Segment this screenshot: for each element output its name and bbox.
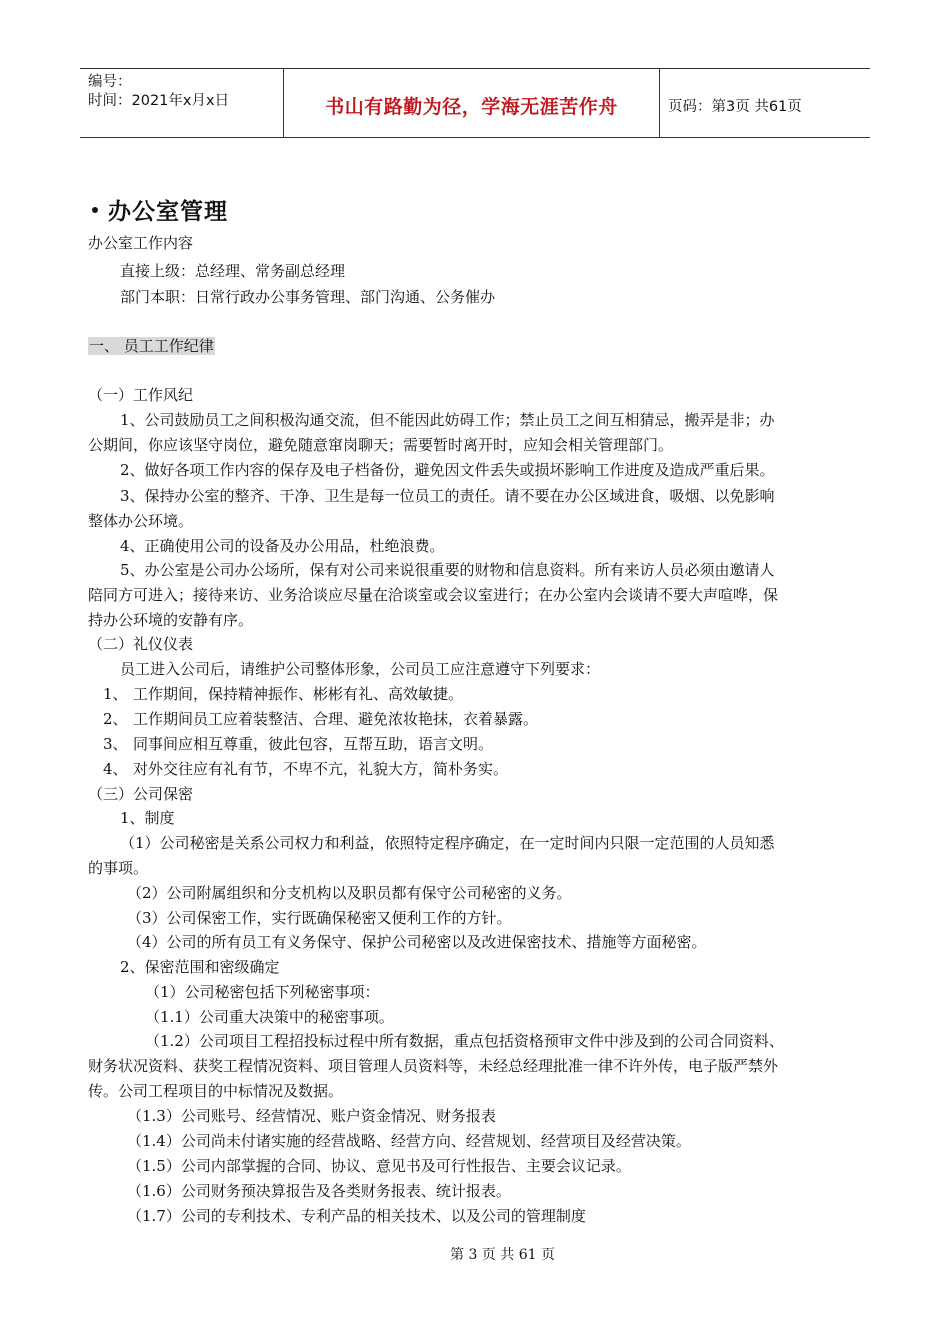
text-line: [127, 1181, 511, 1201]
text-line: [127, 1156, 631, 1176]
line-text: 同事间应相互尊重，彼此包容，互帮互助，语言文明。: [133, 735, 494, 753]
text-line: [145, 1031, 784, 1051]
text-line: [88, 1056, 778, 1076]
header-number: 编号：: [88, 74, 132, 90]
line-text: （1.6）公司财务预决算报告及各类财务报表、统计报表。: [127, 1182, 511, 1200]
text-line: [145, 1007, 394, 1027]
list-number: 2、: [103, 710, 128, 728]
text-line: [120, 808, 175, 828]
line-text: （2）公司附属组织和分支机构以及职员都有保守公司秘密的义务。: [127, 884, 572, 902]
list-number: 4、: [103, 760, 128, 778]
line-text: （1.1）公司重大决策中的秘密事项。: [145, 1008, 394, 1026]
line-text: （3）公司保密工作，实行既确保秘密又便利工作的方针。: [127, 909, 512, 927]
text-line: [120, 486, 775, 506]
line-text: （1）公司秘密是关系公司权力和利益，依照特定程序确定，在一定时间内只限一定范围的人员知悉: [120, 834, 775, 852]
line-text: 整体办公环境。: [88, 512, 194, 530]
line-text: （一）工作风纪: [88, 386, 194, 404]
list-item: [103, 734, 493, 754]
text-line: [88, 585, 778, 605]
line-text: 的事项。: [88, 859, 149, 877]
text-line: [88, 858, 148, 878]
line-text: （1.7）公司的专利技术、专利产品的相关技术、以及公司的管理制度: [127, 1207, 586, 1225]
line-text: 财务状况资料、获奖工程情况资料、项目管理人员资料等，未经总经理批准一律不许外传，电子版严禁外: [88, 1057, 779, 1075]
text-line: [145, 982, 380, 1002]
header-motto-cell: [283, 69, 660, 137]
list-item: [103, 684, 463, 704]
text-line: [88, 511, 193, 531]
text-line: [127, 908, 512, 928]
text-line: [88, 634, 193, 654]
text-line: [120, 460, 775, 480]
line-text: 对外交往应有礼有节，不卑不亢，礼貌大方，简朴务实。: [133, 760, 509, 778]
line-text: 公期间，你应该坚守岗位，避免随意窜岗聊天；需要暂时离开时，应知会相关管理部门。: [88, 436, 674, 454]
line-text: 1、公司鼓励员工之间积极沟通交流，但不能因此妨碍工作；禁止员工之间互相猜忌，搬弄是非；办: [120, 411, 775, 429]
line-text: （二）礼仪仪表: [88, 635, 194, 653]
text-line: [120, 659, 600, 679]
header-page-info: 页码：第3页 共61页: [668, 98, 802, 115]
line-text: （1）公司秘密包括下列秘密事项：: [145, 983, 380, 1001]
section-heading: [88, 336, 215, 356]
text-line: [120, 833, 775, 853]
line-text: 工作期间，保持精神振作、彬彬有礼、高效敏捷。: [133, 685, 464, 703]
line-text: （1.2）公司项目工程招投标过程中所有数据，重点包括资格预审文件中涉及到的公司合同资料、: [145, 1032, 784, 1050]
line-text: 3、保持办公室的整齐、干净、卫生是每一位员工的责任。请不要在办公区域进食，吸烟、以免影响: [120, 487, 775, 505]
line-text: 4、正确使用公司的设备及办公用品，杜绝浪费。: [120, 537, 445, 555]
header-meta: [80, 69, 283, 137]
text-line: [88, 385, 193, 405]
text-line: [120, 560, 775, 580]
header-motto: 书山有路勤为径，学海无涯苦作舟: [325, 95, 618, 118]
page-header: [80, 68, 870, 138]
line-text: 直接上级：总经理、常务副总经理: [120, 262, 346, 280]
section-title-text: 办公室管理: [108, 199, 228, 225]
line-text: 1、制度: [120, 809, 175, 827]
list-item: [103, 759, 508, 779]
list-item: [103, 709, 538, 729]
text-line: [88, 610, 253, 630]
line-text: 办公室工作内容: [88, 234, 194, 252]
text-line: [127, 883, 572, 903]
line-text: 2、保密范围和密级确定: [120, 958, 280, 976]
section-title: [92, 193, 228, 226]
list-number: 3、: [103, 735, 128, 753]
line-text: （1.3）公司账号、经营情况、账户资金情况、财务报表: [127, 1107, 496, 1125]
text-line: [120, 536, 445, 556]
line-text: 传。公司工程项目的中标情况及数据。: [88, 1082, 344, 1100]
text-line: [120, 261, 345, 281]
text-line: [120, 410, 775, 430]
line-text: 持办公环境的安静有序。: [88, 611, 254, 629]
header-date: 时间：2021年x月x日: [88, 93, 230, 109]
line-text: 5、办公室是公司办公场所，保有对公司来说很重要的财物和信息资料。所有来访人员必须由邀请人: [120, 561, 775, 579]
line-text: 2、做好各项工作内容的保存及电子档备份，避免因文件丢失或损坏影响工作进度及造成严重后果。: [120, 461, 775, 479]
text-line: [88, 435, 673, 455]
bullet-icon: [92, 207, 98, 213]
text-line: [120, 287, 495, 307]
list-number: 1、: [103, 685, 128, 703]
line-text: 部门本职：日常行政办公事务管理、部门沟通、公务催办: [120, 288, 496, 306]
text-line: [88, 784, 193, 804]
line-text: （1.5）公司内部掌握的合同、协议、意见书及可行性报告、主要会议记录。: [127, 1157, 631, 1175]
text-line: [120, 957, 280, 977]
text-line: [88, 233, 193, 253]
line-text: 工作期间员工应着装整洁、合理、避免浓妆艳抹，衣着暴露。: [133, 710, 539, 728]
line-text: 员工进入公司后，请维护公司整体形象，公司员工应注意遵守下列要求：: [120, 660, 601, 678]
line-text: （三）公司保密: [88, 785, 194, 803]
text-line: [127, 1206, 586, 1226]
line-text: （1.4）公司尚未付诸实施的经营战略、经营方向、经营规划、经营项目及经营决策。: [127, 1132, 691, 1150]
text-line: [88, 1081, 343, 1101]
text-line: [127, 1106, 496, 1126]
text-line: [127, 1131, 691, 1151]
text-line: [127, 932, 707, 952]
line-text: 一、 员工工作纪律: [89, 337, 214, 355]
line-text: 陪同方可进入；接待来访、业务洽谈应尽量在洽谈室或会议室进行；在办公室内会谈请不要大声喧哗，保: [88, 586, 779, 604]
line-text: （4）公司的所有员工有义务保守、保护公司秘密以及改进保密技术、措施等方面秘密。: [127, 933, 707, 951]
page-footer: 第 3 页 共 61 页: [450, 1247, 555, 1263]
